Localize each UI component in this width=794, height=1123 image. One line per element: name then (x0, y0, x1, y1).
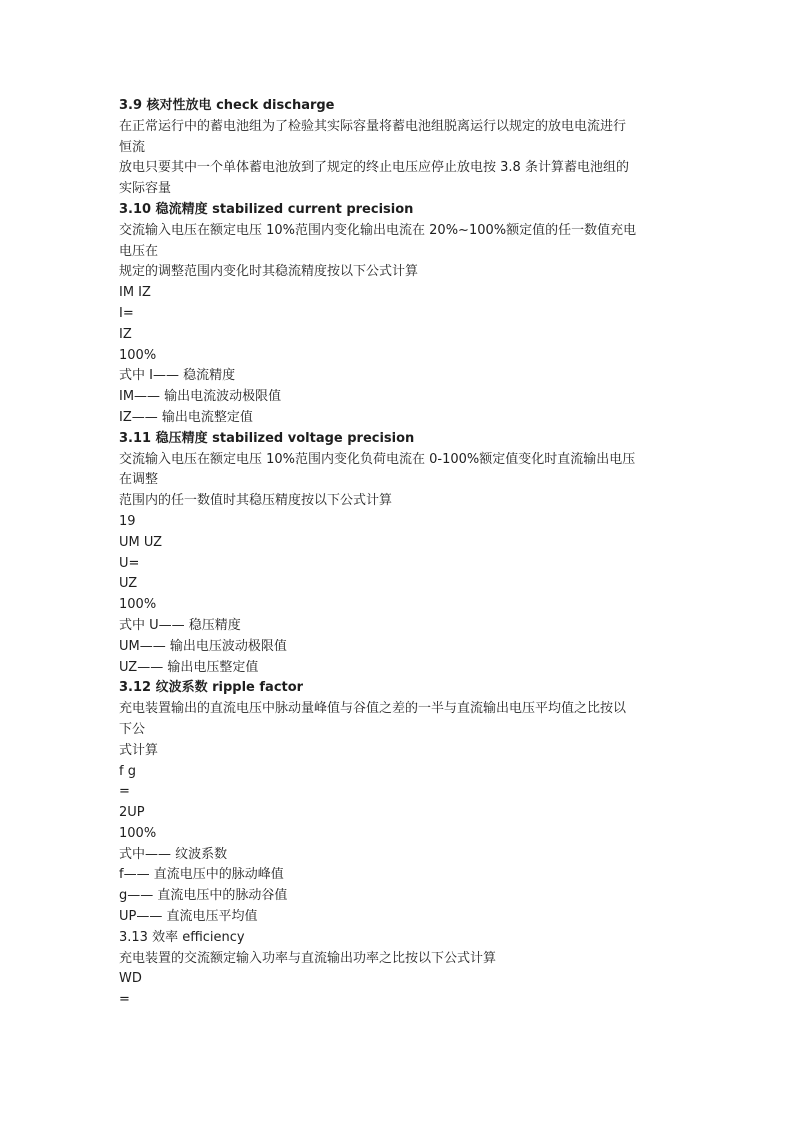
document-page (119, 96, 679, 1011)
text-line: WD (119, 971, 142, 987)
section-heading: 3.11 稳压精度 stabilized voltage precision (119, 430, 415, 446)
text-line: UZ—— 输出电压整定值 (119, 659, 259, 675)
text-line: 充电装置输出的直流电压中脉动量峰值与谷值之差的一半与直流输出电压平均值之比按以 (119, 701, 627, 717)
text-line: 3.13 效率 efficiency (119, 929, 245, 945)
text-line: UZ (119, 576, 138, 592)
text-line: 式中 U—— 稳压精度 (119, 617, 241, 633)
text-line: 在调整 (119, 472, 159, 488)
text-line: UP—— 直流电压平均值 (119, 909, 258, 925)
text-line: 式计算 (119, 742, 159, 758)
text-line: 式中 I—— 稳流精度 (119, 368, 236, 384)
text-line: IM IZ (119, 285, 151, 301)
text-line: 实际容量 (119, 181, 172, 197)
text-line: 规定的调整范围内变化时其稳流精度按以下公式计算 (119, 264, 419, 280)
text-line: = (119, 784, 130, 800)
text-line: = (119, 992, 130, 1008)
text-line: 在正常运行中的蓄电池组为了检验其实际容量将蓄电池组脱离运行以规定的放电电流进行 (119, 118, 627, 134)
text-line: IZ (119, 326, 132, 342)
text-line: f—— 直流电压中的脉动峰值 (119, 867, 284, 883)
text-line: 式中—— 纹波系数 (119, 846, 228, 862)
text-line: f g (119, 763, 136, 779)
text-line: I= (119, 305, 134, 321)
text-line: 充电装置的交流额定输入功率与直流输出功率之比按以下公式计算 (119, 950, 497, 966)
text-line: 下公 (119, 721, 146, 737)
text-line: IZ—— 输出电流整定值 (119, 409, 253, 425)
text-line: 100% (119, 597, 157, 613)
text-line: UM UZ (119, 534, 163, 550)
text-line: 电压在 (119, 243, 159, 259)
text-line: 19 (119, 513, 136, 529)
text-line: 2UP (119, 805, 145, 821)
text-line: 100% (119, 825, 157, 841)
section-heading: 3.12 纹波系数 ripple factor (119, 680, 304, 696)
text-line: 恒流 (119, 139, 146, 155)
text-line: 交流输入电压在额定电压 10%范围内变化输出电流在 20%~100%额定值的任一数值充电 (119, 222, 637, 238)
text-line: UM—— 输出电压波动极限值 (119, 638, 287, 654)
section-heading: 3.9 核对性放电 check discharge (119, 98, 335, 113)
text-line: 范围内的任一数值时其稳压精度按以下公式计算 (119, 493, 393, 509)
text-line: 100% (119, 347, 157, 363)
text-line: U= (119, 555, 140, 571)
text-line: 放电只要其中一个单体蓄电池放到了规定的终止电压应停止放电按 3.8 条计算蓄电池组的 (119, 160, 629, 176)
section-heading: 3.10 稳流精度 stabilized current precision (119, 201, 414, 217)
text-line: IM—— 输出电流波动极限值 (119, 389, 282, 405)
text-line: g—— 直流电压中的脉动谷值 (119, 888, 288, 904)
text-line: 交流输入电压在额定电压 10%范围内变化负荷电流在 0-100%额定值变化时直流输出电压 (119, 451, 636, 467)
